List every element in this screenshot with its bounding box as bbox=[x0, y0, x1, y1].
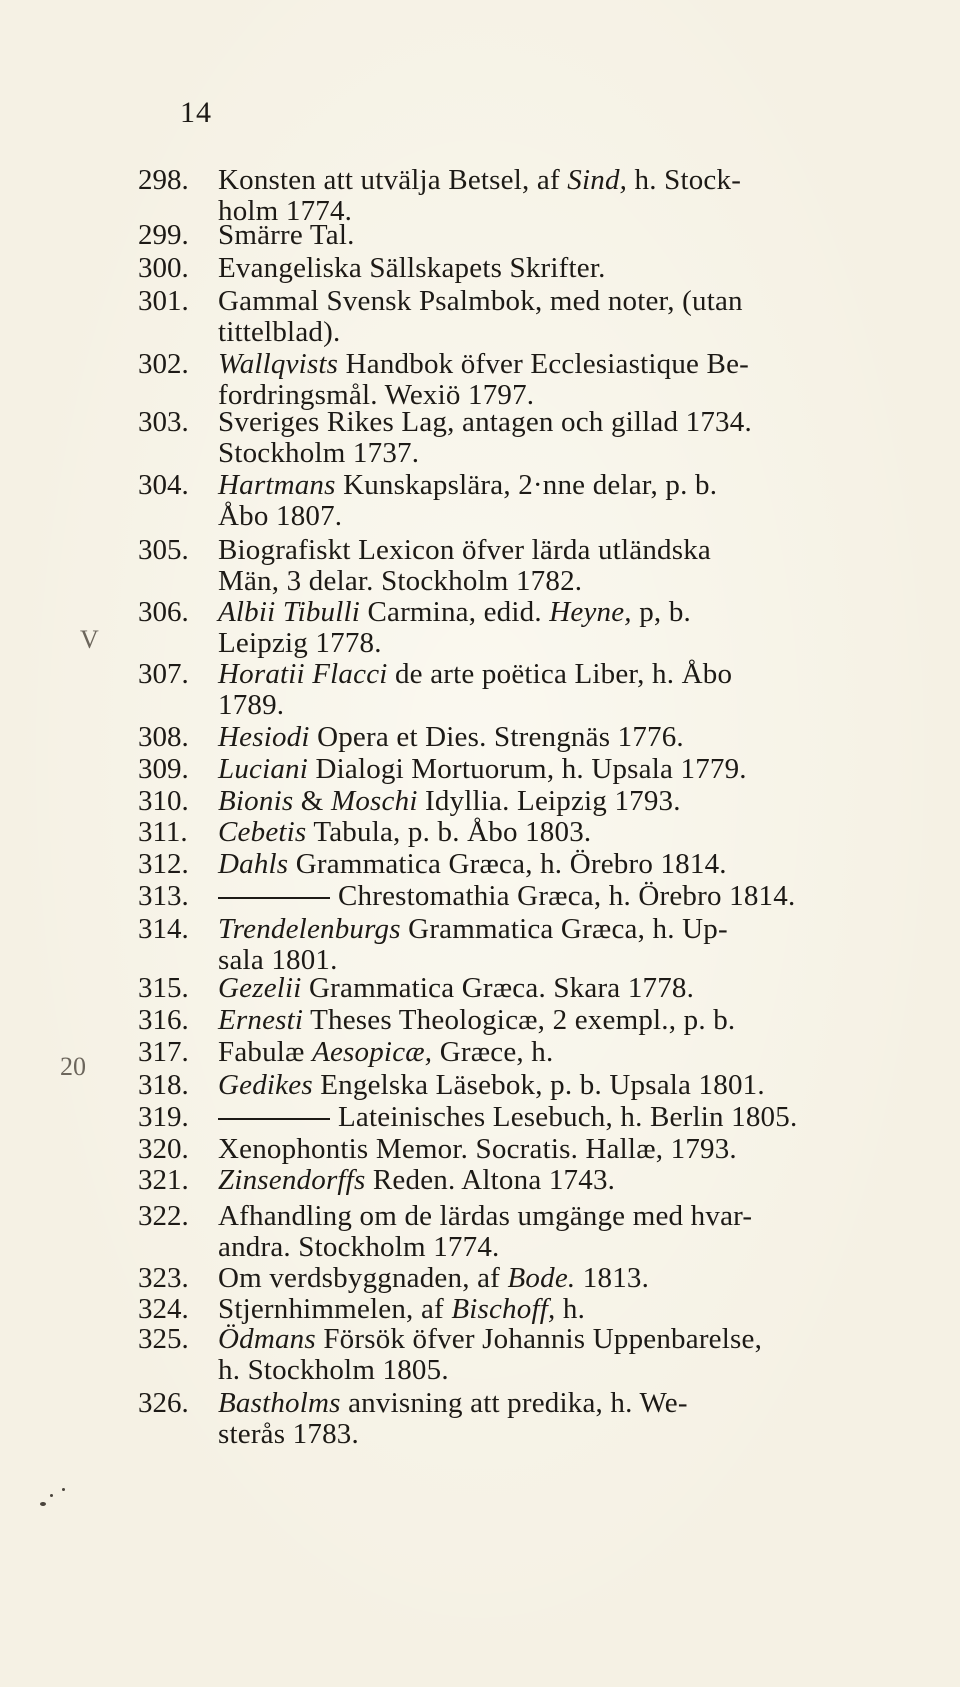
entry-number: 312. bbox=[138, 848, 189, 880]
entry-line bbox=[218, 848, 727, 880]
entry-author: Hartmans bbox=[218, 469, 336, 501]
entry-author: Cebetis bbox=[218, 816, 307, 848]
ditto-dash bbox=[218, 1118, 330, 1120]
entry-line-continuation bbox=[218, 1418, 359, 1450]
entry-continuation: Åbo 1807. bbox=[218, 500, 343, 532]
entry-title: Reden. Altona 1743. bbox=[372, 1164, 616, 1196]
entry-author: Ernesti bbox=[218, 1004, 304, 1036]
margin-mark-v: V bbox=[80, 625, 99, 654]
entry-italic-name: Aesopicæ, bbox=[312, 1036, 433, 1068]
entry-continuation: Män, 3 delar. Stockholm 1782. bbox=[218, 565, 583, 597]
entry-line bbox=[218, 1133, 737, 1165]
entry-number: 298. bbox=[138, 164, 189, 196]
entry-title: Tabula, p. b. Åbo 1803. bbox=[313, 816, 592, 848]
entry-line bbox=[218, 1387, 688, 1419]
entry-title: & bbox=[300, 785, 324, 817]
entry-imprint: Idyllia. Leipzig 1793. bbox=[425, 785, 681, 817]
entry-number: 303. bbox=[138, 406, 189, 438]
entry-line bbox=[218, 816, 591, 848]
entry-title: Fabulæ bbox=[218, 1036, 305, 1068]
entry-line bbox=[218, 406, 752, 438]
entry-imprint: h. bbox=[562, 1293, 586, 1325]
entry-line-continuation bbox=[218, 1354, 449, 1386]
entry-line bbox=[218, 1164, 615, 1196]
entry-number: 309. bbox=[138, 753, 189, 785]
entry-line-continuation bbox=[218, 565, 582, 597]
ink-speck bbox=[62, 1488, 65, 1491]
margin-mark-20: 20 bbox=[60, 1052, 86, 1081]
entry-author: Dahls bbox=[218, 848, 289, 880]
entry-number: 307. bbox=[138, 658, 189, 690]
entry-author: Ödmans bbox=[218, 1323, 316, 1355]
entry-number: 326. bbox=[138, 1387, 189, 1419]
entry-title: Konsten att utvälja Betsel, af bbox=[218, 164, 560, 196]
entry-line bbox=[218, 880, 795, 912]
entry-number: 325. bbox=[138, 1323, 189, 1355]
entry-italic-name: Sind, bbox=[567, 164, 628, 196]
entry-continuation: sterås 1783. bbox=[218, 1418, 359, 1450]
entry-line bbox=[218, 721, 684, 753]
entry-title: Xenophontis Memor. Socratis. Hallæ, 1793. bbox=[218, 1133, 737, 1165]
entry-title: Grammatica Græca, h. Up- bbox=[408, 913, 728, 945]
entry-number: 305. bbox=[138, 534, 189, 566]
entry-continuation: holm 1774. bbox=[218, 195, 353, 227]
entry-line bbox=[218, 1101, 797, 1133]
entry-title: Theses Theologicæ, 2 exempl., p. b. bbox=[310, 1004, 736, 1036]
entry-number: 317. bbox=[138, 1036, 189, 1068]
entry-italic-name: Bischoff, bbox=[451, 1293, 556, 1325]
entry-line bbox=[218, 785, 681, 817]
entry-line-continuation bbox=[218, 689, 284, 721]
entry-author: Gedikes bbox=[218, 1069, 313, 1101]
entry-continuation: h. Stockholm 1805. bbox=[218, 1354, 449, 1386]
entry-continuation: 1789. bbox=[218, 689, 285, 721]
entry-line bbox=[218, 913, 728, 945]
entry-line bbox=[218, 285, 743, 317]
ink-speck bbox=[40, 1502, 46, 1506]
entry-line-continuation bbox=[218, 500, 342, 532]
entry-line-continuation bbox=[218, 437, 419, 469]
ditto-dash bbox=[218, 897, 330, 899]
entry-number: 306. bbox=[138, 596, 189, 628]
entry-number: 308. bbox=[138, 721, 189, 753]
entry-author: Wallqvists bbox=[218, 348, 339, 380]
entry-number: 302. bbox=[138, 348, 189, 380]
entry-imprint: 1813. bbox=[582, 1262, 650, 1294]
entry-italic-name: Bode. bbox=[507, 1262, 576, 1294]
entry-line bbox=[218, 219, 355, 251]
entry-line-continuation bbox=[218, 316, 340, 348]
entry-number: 316. bbox=[138, 1004, 189, 1036]
entry-italic-name: Moschi bbox=[331, 785, 418, 817]
entry-title: Om verdsbyggnaden, af bbox=[218, 1262, 501, 1294]
entry-number: 319. bbox=[138, 1101, 189, 1133]
entry-author: Bastholms bbox=[218, 1387, 341, 1419]
entry-italic-name: Heyne, bbox=[549, 596, 632, 628]
entry-continuation: Leipzig 1778. bbox=[218, 627, 382, 659]
entry-number: 300. bbox=[138, 252, 189, 284]
entry-line bbox=[218, 1293, 585, 1325]
entry-number: 322. bbox=[138, 1200, 189, 1232]
entry-title: Chrestomathia Græca, h. Örebro 1814. bbox=[338, 880, 796, 912]
entry-line bbox=[218, 1200, 752, 1232]
entry-title: anvisning att predika, h. We- bbox=[348, 1387, 688, 1419]
entry-author: Bionis bbox=[218, 785, 294, 817]
entry-title: Kunskapslära, 2·nne delar, p. b. bbox=[343, 469, 718, 501]
entry-number: 323. bbox=[138, 1262, 189, 1294]
entry-number: 314. bbox=[138, 913, 189, 945]
entry-imprint: Græce, h. bbox=[439, 1036, 554, 1068]
entry-author: Gezelii bbox=[218, 972, 302, 1004]
entry-title: Afhandling om de lärdas umgänge med hvar- bbox=[218, 1200, 753, 1232]
entry-line bbox=[218, 1323, 762, 1355]
entry-imprint: h. Stock- bbox=[634, 164, 742, 196]
entry-continuation: Stockholm 1737. bbox=[218, 437, 420, 469]
entry-line-continuation bbox=[218, 1231, 499, 1263]
entry-title: Opera et Dies. Strengnäs 1776. bbox=[317, 721, 684, 753]
entry-title: Grammatica Græca, h. Örebro 1814. bbox=[295, 848, 727, 880]
entry-line bbox=[218, 1069, 765, 1101]
entry-line bbox=[218, 1036, 553, 1068]
entry-author: Zinsendorffs bbox=[218, 1164, 366, 1196]
entry-line bbox=[218, 753, 747, 785]
entry-number: 315. bbox=[138, 972, 189, 1004]
entry-line bbox=[218, 164, 741, 196]
entry-author: Hesiodi bbox=[218, 721, 310, 753]
entry-title: Grammatica Græca. Skara 1778. bbox=[309, 972, 695, 1004]
entry-line-continuation bbox=[218, 627, 382, 659]
entry-title: Evangeliska Sällskapets Skrifter. bbox=[218, 252, 606, 284]
entry-number: 320. bbox=[138, 1133, 189, 1165]
entry-continuation: sala 1801. bbox=[218, 944, 338, 976]
entry-number: 301. bbox=[138, 285, 189, 317]
page-number: 14 bbox=[180, 96, 212, 129]
entry-number: 304. bbox=[138, 469, 189, 501]
entry-title: Lateinisches Lesebuch, h. Berlin 1805. bbox=[338, 1101, 798, 1133]
entry-number: 321. bbox=[138, 1164, 189, 1196]
entry-title: Carmina, edid. bbox=[367, 596, 542, 628]
entry-title: Engelska Läsebok, p. b. Upsala 1801. bbox=[320, 1069, 765, 1101]
entry-line bbox=[218, 658, 732, 690]
entry-imprint: p, b. bbox=[639, 596, 691, 628]
entry-title: Sveriges Rikes Lag, antagen och gillad 1734. bbox=[218, 406, 752, 438]
ink-speck bbox=[50, 1494, 53, 1497]
entry-number: 311. bbox=[138, 816, 188, 848]
entry-line bbox=[218, 972, 694, 1004]
entry-line bbox=[218, 348, 749, 380]
entry-continuation: fordringsmål. Wexiö 1797. bbox=[218, 379, 535, 411]
entry-continuation: tittelblad). bbox=[218, 316, 341, 348]
entry-author: Luciani bbox=[218, 753, 309, 785]
entry-title: de arte poëtica Liber, h. Åbo bbox=[394, 658, 733, 690]
entry-title: Smärre Tal. bbox=[218, 219, 355, 251]
entry-line bbox=[218, 469, 717, 501]
entry-title: Handbok öfver Ecclesiastique Be- bbox=[345, 348, 750, 380]
entry-line bbox=[218, 596, 691, 628]
entry-line bbox=[218, 534, 711, 566]
entry-author: Trendelenburgs bbox=[218, 913, 401, 945]
entry-author: Albii Tibulli bbox=[218, 596, 360, 628]
entry-number: 318. bbox=[138, 1069, 189, 1101]
entry-title: Dialogi Mortuorum, h. Upsala 1779. bbox=[315, 753, 747, 785]
entry-title: Försök öfver Johannis Uppenbarelse, bbox=[323, 1323, 763, 1355]
entry-author: Horatii Flacci bbox=[218, 658, 388, 690]
entry-number: 324. bbox=[138, 1293, 189, 1325]
entry-number: 310. bbox=[138, 785, 189, 817]
entry-number: 313. bbox=[138, 880, 189, 912]
entry-continuation: andra. Stockholm 1774. bbox=[218, 1231, 500, 1263]
entry-title: Stjernhimmelen, af bbox=[218, 1293, 444, 1325]
entry-line bbox=[218, 1262, 649, 1294]
entry-title: Biografiskt Lexicon öfver lärda utländska bbox=[218, 534, 711, 566]
entry-line bbox=[218, 252, 606, 284]
entry-line bbox=[218, 1004, 735, 1036]
entry-number: 299. bbox=[138, 219, 189, 251]
entry-title: Gammal Svensk Psalmbok, med noter, (utan bbox=[218, 285, 743, 317]
